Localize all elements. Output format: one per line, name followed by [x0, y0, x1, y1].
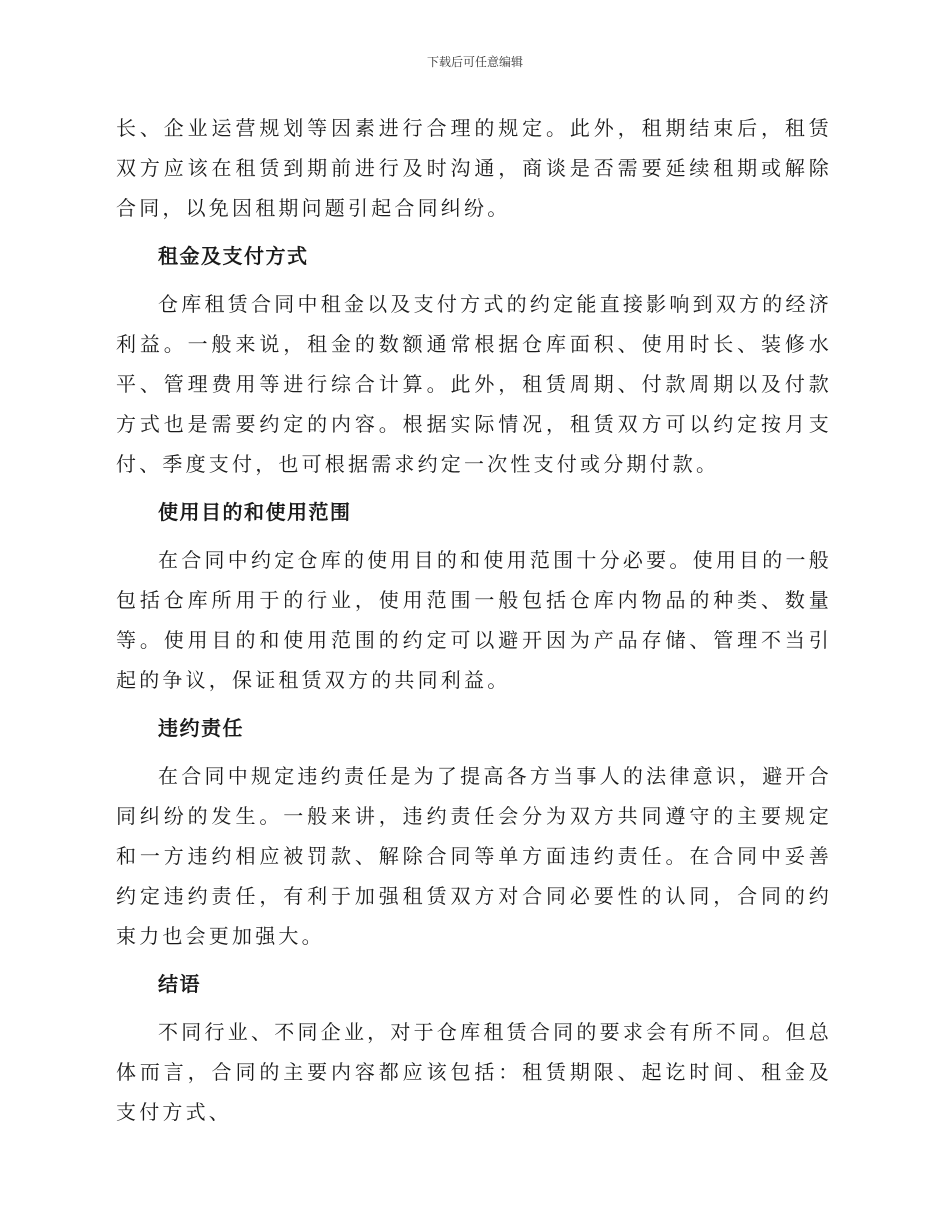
page-header: 下载后可任意编辑 — [426, 55, 523, 69]
heading-usage-scope: 使用目的和使用范围 — [158, 500, 352, 524]
heading-rent-payment: 租金及支付方式 — [158, 244, 309, 268]
heading-conclusion: 结语 — [158, 972, 201, 996]
paragraph-lease-term-continued: 长、企业运营规划等因素进行合理的规定。此外，租期结束后，租赁双方应该在租赁到期前进行及时沟通，商谈是否需要延续租期或解除合同，以免因租期问题引起合同纠纷。 — [116, 116, 832, 220]
document-body — [116, 108, 832, 1132]
heading-breach-liability: 违约责任 — [158, 716, 244, 740]
paragraph-conclusion: 不同行业、不同企业，对于仓库租赁合同的要求会有所不同。但总体而言，合同的主要内容都应该包括：租赁期限、起讫时间、租金及支付方式、 — [116, 1020, 832, 1124]
paragraph-rent-payment: 仓库租赁合同中租金以及支付方式的约定能直接影响到双方的经济利益。一般来说，租金的数额通常根据仓库面积、使用时长、装修水平、管理费用等进行综合计算。此外，租赁周期、付款周期以及付款方式也是需要约定的内容。根据实际情况，租赁双方可以约定按月支付、季度支付，也可根据需求约定一次性支付或分期付款。 — [116, 292, 832, 476]
paragraph-usage-scope: 在合同中约定仓库的使用目的和使用范围十分必要。使用目的一般包括仓库所用于的行业，使用范围一般包括仓库内物品的种类、数量等。使用目的和使用范围的约定可以避开因为产品存储、管理不当引起的争议，保证租赁双方的共同利益。 — [116, 548, 832, 692]
paragraph-breach-liability: 在合同中规定违约责任是为了提高各方当事人的法律意识，避开合同纠纷的发生。一般来讲，违约责任会分为双方共同遵守的主要规定和一方违约相应被罚款、解除合同等单方面违约责任。在合同中妥善约定违约责任，有利于加强租赁双方对合同必要性的认同，合同的约束力也会更加强大。 — [116, 764, 832, 948]
